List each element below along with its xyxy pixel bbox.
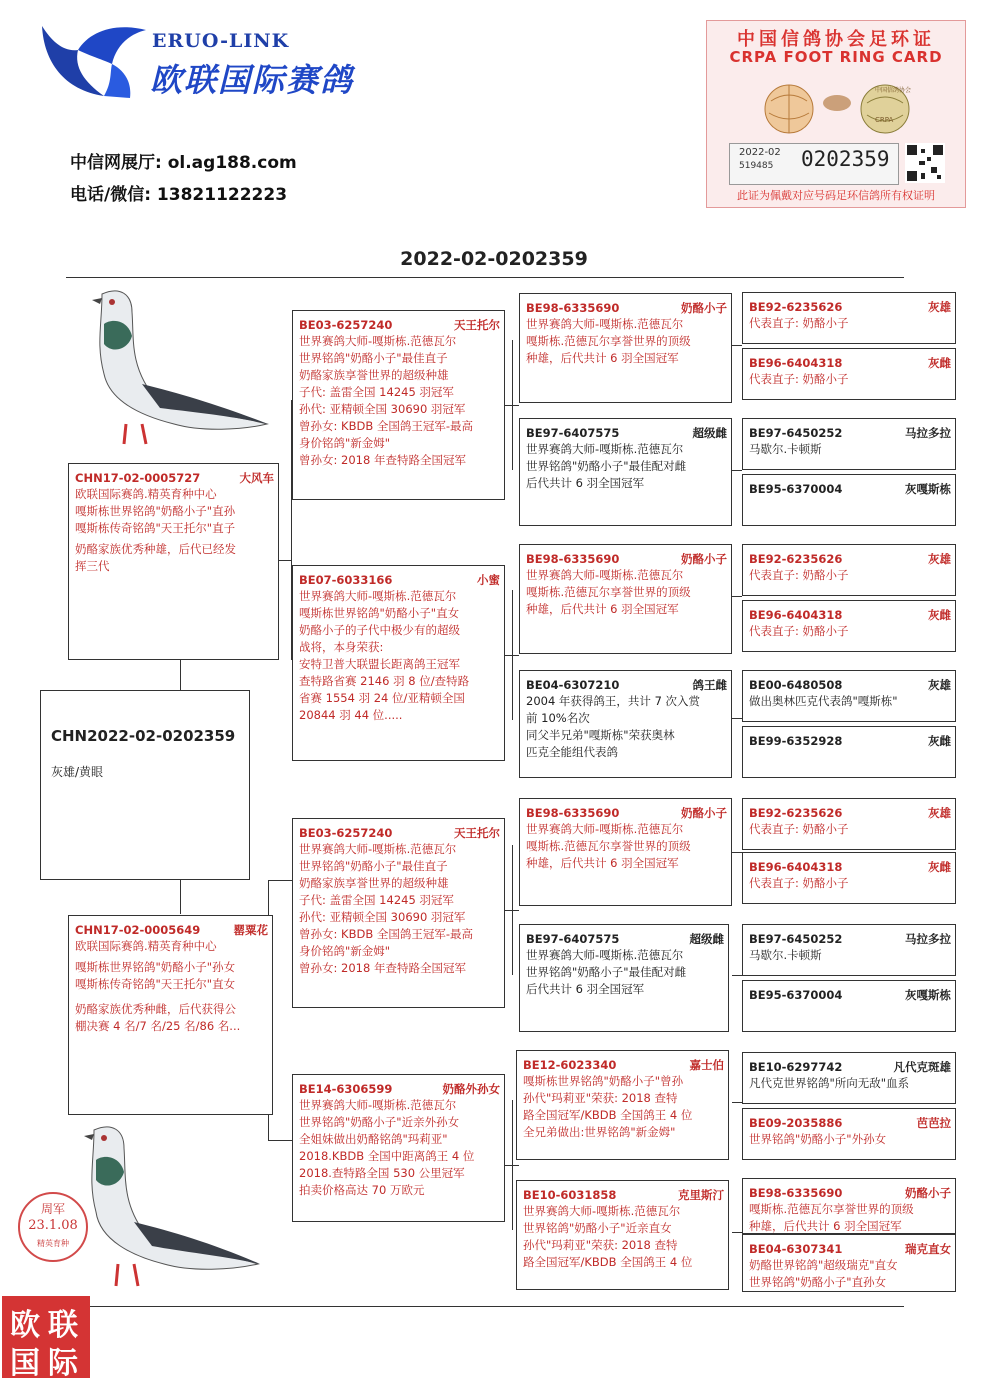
card-line: 2018.KBDB 全国中距离鸽王 4 位 (299, 1149, 475, 1163)
card-ring: BE92-6235626 (749, 300, 843, 314)
great-grandparent-card (519, 293, 732, 403)
dam-line: 棚决赛 4 名/7 名/25 名/86 名... (75, 1019, 241, 1033)
ring-prefix: 2022-02 (739, 147, 781, 158)
crpa-badge-label: CRPA (875, 116, 894, 124)
card-ring: BE04-6307341 (749, 1242, 843, 1256)
sire-line: 挥三代 (75, 559, 110, 573)
card-line: 省赛 1554 羽 24 位/亚精顿全国 (299, 691, 465, 705)
card-line: 曾孙女: KBDB 全国鸽王冠军-最高 (299, 927, 474, 941)
great-grandparent-card (519, 670, 732, 778)
stamp-sub: 精英育种 (37, 1239, 69, 1248)
card-ring: BE98-6335690 (526, 301, 620, 315)
subject-ring: CHN2022-02-0202359 (51, 727, 236, 745)
card-ring: BE04-6307210 (526, 678, 620, 692)
card-name: 灰雌 (928, 608, 951, 622)
card-ring: BE99-6352928 (749, 734, 843, 748)
card-line: 嘎斯栋.范德瓦尔享誉世界的顶级 (526, 839, 691, 853)
card-line: 同父半兄弟"嘎斯栋"荣获奥林 (526, 728, 675, 742)
grandparent-card (292, 818, 505, 1008)
card-ring: BE96-6404318 (749, 608, 843, 622)
card-line: 安特卫普大联盟长距离鸽王冠军 (299, 657, 460, 671)
card-name: 瑞克直女 (905, 1242, 951, 1256)
website-text: 中信网展厅: ol.ag188.com (70, 153, 297, 173)
card-name: 天王托尔 (454, 318, 500, 332)
pigeon-photo-bottom (72, 1118, 262, 1298)
card-line: 后代共计 6 羽全国冠军 (526, 982, 645, 996)
seal-char: 际 (48, 1346, 78, 1381)
card-line: 世界铭鸽"奶酪小子"最佳直子 (299, 859, 448, 873)
subject-desc: 灰雄/黄眼 (51, 765, 104, 779)
card-name: 奶酪小子 (681, 806, 727, 820)
card-line: 世界赛鸽大师-嘎斯栋.范德瓦尔 (526, 948, 684, 962)
card-name: 奶酪小子 (681, 301, 727, 315)
card-ring: BE97-6407575 (526, 932, 620, 946)
card-ring: BE95-6370004 (749, 482, 843, 496)
card-line: 世界赛鸽大师-嘎斯栋.范德瓦尔 (526, 822, 684, 836)
card-line: 身价铭鸽"新金姆" (299, 944, 391, 958)
ancestor-card (742, 1234, 956, 1292)
card-name: 芭芭拉 (916, 1116, 951, 1130)
seal-char: 国 (10, 1346, 40, 1381)
card-name: 灰嘎斯栋 (905, 482, 951, 496)
card-ring: BE96-6404318 (749, 356, 843, 370)
card-line: 身价铭鸽"新金姆" (299, 436, 391, 450)
card-line: 世界铭鸽"奶酪小子"近亲直女 (523, 1221, 672, 1235)
card-name: 凡代克斑雄 (893, 1060, 951, 1074)
card-line: 查特路省赛 2146 羽 8 位/查特路 (299, 674, 470, 688)
card-ring: BE00-6480508 (749, 678, 843, 692)
pedigree-title: 2022-02-0202359 (400, 248, 588, 270)
card-line: 种雄，后代共计 6 羽全国冠军 (749, 1219, 902, 1233)
ancestor-card (742, 1052, 956, 1104)
sire-ring: CHN17-02-0005727 (75, 471, 201, 485)
great-grandparent-card (519, 418, 732, 526)
card-line: 代表直子: 奶酪小子 (749, 624, 849, 638)
bottom-divider (66, 1306, 904, 1307)
card-line: 奶酪家族享誉世界的超级种雄 (299, 368, 449, 382)
card-line: 马歇尔.卡顿斯 (749, 948, 822, 962)
card-name: 奶酪小子 (681, 552, 727, 566)
card-line: 前 10%名次 (526, 711, 590, 725)
ancestor-card (742, 798, 956, 850)
card-name: 灰雄 (928, 300, 951, 314)
sire-line: 嘎斯栋世界铭鸽"奶酪小子"直孙 (75, 504, 236, 518)
card-ring: BE09-2035886 (749, 1116, 843, 1130)
card-line: 世界铭鸽"奶酪小子"外孙女 (749, 1132, 887, 1146)
card-line: 全兄弟做出:世界铭鸽"新金姆" (523, 1125, 676, 1139)
ancestor-card (742, 1178, 956, 1234)
card-line: 路全国冠军/KBDB 全国鸽王 4 位 (523, 1255, 693, 1269)
card-line: 种雄，后代共计 6 羽全国冠军 (526, 351, 679, 365)
card-line: 孙代: 亚精顿全国 30690 羽冠军 (299, 402, 466, 416)
card-line: 马歇尔.卡顿斯 (749, 442, 822, 456)
card-line: 世界赛鸽大师-嘎斯栋.范德瓦尔 (526, 568, 684, 582)
card-ring: BE96-6404318 (749, 860, 843, 874)
card-line: 世界赛鸽大师-嘎斯栋.范德瓦尔 (526, 442, 684, 456)
card-line: 种雄，后代共计 6 羽全国冠军 (526, 856, 679, 870)
subject-card (40, 690, 250, 880)
card-line: 世界铭鸽"奶酪小子"最佳直子 (299, 351, 448, 365)
stamp-name: 周军 (40, 1202, 65, 1216)
card-ring: BE07-6033166 (299, 573, 393, 587)
card-name: 小蜜 (477, 573, 500, 587)
ancestor-card (742, 418, 956, 470)
crpa-badge-top: 中国信鸽协会 (875, 87, 912, 94)
card-line: 曾孙女: KBDB 全国鸽王冠军-最高 (299, 419, 474, 433)
grandparent-card (292, 310, 505, 500)
card-line: 嘎斯栋.范德瓦尔享誉世界的顶级 (526, 334, 691, 348)
card-line: 种雄，后代共计 6 羽全国冠军 (526, 602, 679, 616)
sire-line: 嘎斯栋传奇铭鸽"天王托尔"直子 (75, 521, 236, 535)
card-line: 代表直子: 奶酪小子 (749, 372, 849, 386)
card-name: 克里斯汀 (678, 1188, 724, 1202)
ancestor-card (742, 924, 956, 976)
dam-name: 罂粟花 (233, 923, 268, 937)
pigeon-photo-top (82, 284, 272, 460)
card-line: 子代: 盖雷全国 14245 羽冠军 (299, 385, 454, 399)
card-name: 灰雌 (928, 860, 951, 874)
card-ring: BE10-6297742 (749, 1060, 843, 1074)
card-line: 奶酪小子的子代中极少有的超级 (299, 623, 460, 637)
card-ring: BE10-6031858 (523, 1188, 617, 1202)
dam-ring: CHN17-02-0005649 (75, 923, 201, 937)
card-line: 2004 年获得鸽王，共计 7 次入赏 (526, 694, 701, 708)
card-name: 灰雄 (928, 678, 951, 692)
ancestor-card (742, 726, 956, 778)
card-ring: BE03-6257240 (299, 826, 393, 840)
card-name: 奶酪小子 (905, 1186, 951, 1200)
dam-line: 嘎斯栋传奇铭鸽"天王托尔"直女 (75, 977, 236, 991)
card-line: 2018.查特路全国 530 公里冠军 (299, 1166, 465, 1180)
ancestor-card (742, 852, 956, 904)
card-name: 嘉士伯 (689, 1058, 724, 1072)
ring-serial: 519485 (739, 161, 774, 171)
card-name: 马拉多拉 (905, 932, 951, 946)
ring-card-title-cn: 中国信鸽协会足环证 (737, 29, 935, 50)
ancestor-card (742, 544, 956, 596)
great-grandparent-card (519, 544, 732, 654)
card-ring: BE98-6335690 (526, 806, 620, 820)
card-line: 世界赛鸽大师-嘎斯栋.范德瓦尔 (299, 334, 457, 348)
ancestor-card (742, 1108, 956, 1160)
card-line: 孙代: 亚精顿全国 30690 羽冠军 (299, 910, 466, 924)
card-line: 世界赛鸽大师-嘎斯栋.范德瓦尔 (523, 1204, 681, 1218)
card-name: 灰雌 (928, 356, 951, 370)
card-line: 凡代克世界铭鸽"所向无敌"血系 (749, 1076, 910, 1090)
stamp-date: 23.1.08 (28, 1218, 78, 1233)
card-name: 灰雄 (928, 806, 951, 820)
card-name: 天王托尔 (454, 826, 500, 840)
card-ring: BE98-6335690 (526, 552, 620, 566)
logo-chinese: 欧联国际赛鸽 (150, 61, 355, 99)
card-line: 代表直子: 奶酪小子 (749, 316, 849, 330)
dam-line: 欧联国际赛鸽.精英育种中心 (75, 939, 217, 953)
seal-char: 联 (48, 1308, 78, 1343)
ancestor-card (742, 980, 956, 1032)
seal-char: 欧 (10, 1308, 40, 1343)
phone-text: 电话/微信: 13821122223 (70, 185, 288, 205)
card-ring: BE97-6450252 (749, 426, 843, 440)
sire-card (68, 463, 279, 660)
ancestor-card (742, 600, 956, 652)
sire-name: 大风车 (239, 471, 274, 485)
card-line: 20844 羽 44 位..... (299, 708, 403, 722)
card-name: 奶酪外孙女 (442, 1082, 500, 1096)
card-line: 奶酪世界铭鸽"超级瑞克"直女 (749, 1258, 898, 1272)
card-line: 世界铭鸽"奶酪小子"最佳配对雌 (526, 965, 687, 979)
dam-line: 嘎斯栋世界铭鸽"奶酪小子"孙女 (75, 960, 236, 974)
card-line: 世界铭鸽"奶酪小子"最佳配对雌 (526, 459, 687, 473)
logo-english: ERUO-LINK (152, 30, 290, 52)
card-name: 灰雄 (928, 552, 951, 566)
card-ring: BE03-6257240 (299, 318, 393, 332)
card-line: 孙代"玛莉亚"荣获: 2018 查特 (523, 1091, 678, 1105)
card-name: 超级雌 (689, 932, 724, 946)
card-ring: BE92-6235626 (749, 552, 843, 566)
card-line: 奶酪家族享誉世界的超级种雄 (299, 876, 449, 890)
card-line: 全姐妹做出奶酪铭鸽"玛莉亚" (299, 1132, 448, 1146)
ring-number: 0202359 (801, 147, 890, 171)
grandparent-card (292, 565, 505, 761)
card-line: 世界赛鸽大师-嘎斯栋.范德瓦尔 (299, 589, 457, 603)
card-line: 子代: 盖雷全国 14245 羽冠军 (299, 893, 454, 907)
card-ring: BE98-6335690 (749, 1186, 843, 1200)
card-line: 曾孙女: 2018 年查特路全国冠军 (299, 453, 466, 467)
grandparent-card (292, 1074, 505, 1222)
card-line: 嘎斯栋.范德瓦尔享誉世界的顶级 (749, 1202, 914, 1216)
qr-code-icon (905, 143, 945, 183)
ancestor-card (742, 292, 956, 344)
sire-line: 奶酪家族优秀种雄，后代已经发 (75, 542, 236, 556)
card-line: 世界赛鸽大师-嘎斯栋.范德瓦尔 (299, 1098, 457, 1112)
card-ring: BE92-6235626 (749, 806, 843, 820)
card-line: 世界赛鸽大师-嘎斯栋.范德瓦尔 (526, 317, 684, 331)
ring-card-title-en: CRPA FOOT RING CARD (729, 48, 943, 66)
card-line: 嘎斯栋世界铭鸽"奶酪小子"直女 (299, 606, 460, 620)
card-name: 马拉多拉 (905, 426, 951, 440)
title-divider (66, 277, 904, 278)
card-line: 代表直子: 奶酪小子 (749, 876, 849, 890)
card-ring: BE97-6450252 (749, 932, 843, 946)
ancestor-card (742, 474, 956, 526)
card-line: 战将，本身荣获: (299, 640, 384, 654)
sire-line: 欧联国际赛鸽.精英育种中心 (75, 487, 217, 501)
card-line: 代表直子: 奶酪小子 (749, 822, 849, 836)
great-grandparent-card (516, 1050, 729, 1160)
card-line: 世界铭鸽"奶酪小子"近亲外孙女 (299, 1115, 460, 1129)
card-line: 匹克全能组代表鸽 (526, 745, 618, 759)
foot-ring-card (706, 20, 966, 208)
card-line: 做出奥林匹克代表鸽"嘎斯栋" (749, 694, 898, 708)
dove-logo-icon (34, 12, 152, 104)
card-name: 灰雌 (928, 734, 951, 748)
great-grandparent-card (519, 798, 732, 906)
ancestor-card (742, 348, 956, 400)
card-ring: BE97-6407575 (526, 426, 620, 440)
card-name: 灰嘎斯栋 (905, 988, 951, 1002)
card-line: 拍卖价格高达 70 万欧元 (299, 1183, 425, 1197)
great-grandparent-card (519, 924, 729, 1032)
card-ring: BE12-6023340 (523, 1058, 617, 1072)
card-line: 嘎斯栋世界铭鸽"奶酪小子"曾孙 (523, 1074, 684, 1088)
card-name: 超级雌 (692, 426, 727, 440)
great-grandparent-card (516, 1180, 729, 1290)
card-ring: BE95-6370004 (749, 988, 843, 1002)
card-ring: BE14-6306599 (299, 1082, 393, 1096)
card-line: 世界赛鸽大师-嘎斯栋.范德瓦尔 (299, 842, 457, 856)
card-line: 世界铭鸽"奶酪小子"直孙女 (749, 1275, 887, 1289)
card-line: 曾孙女: 2018 年查特路全国冠军 (299, 961, 466, 975)
card-line: 路全国冠军/KBDB 全国鸽王 4 位 (523, 1108, 693, 1122)
dam-card (68, 915, 273, 1115)
card-line: 嘎斯栋.范德瓦尔享誉世界的顶级 (526, 585, 691, 599)
card-line: 代表直子: 奶酪小子 (749, 568, 849, 582)
card-line: 孙代"玛莉亚"荣获: 2018 查特 (523, 1238, 678, 1252)
dam-line: 奶酪家族优秀种雌，后代获得公 (75, 1002, 236, 1016)
ring-card-footer: 此证为佩戴对应号码足环信鸽所有权证明 (737, 189, 935, 202)
ancestor-card (742, 670, 956, 722)
card-name: 鸽王雌 (692, 678, 727, 692)
card-line: 后代共计 6 羽全国冠军 (526, 476, 645, 490)
